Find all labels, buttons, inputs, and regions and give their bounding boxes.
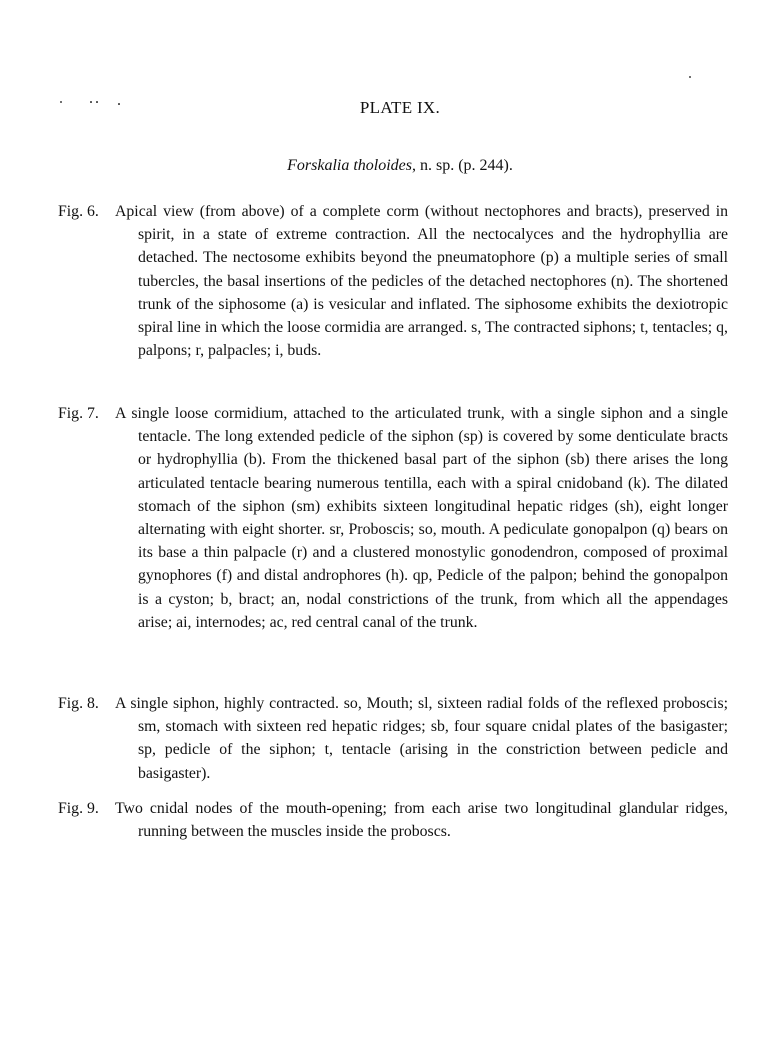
plate-subtitle: [12, 157, 776, 175]
figure-caption-6: [58, 200, 728, 362]
figure-text: Two cnidal nodes of the mouth-opening; from each arise two longitudinal glandular ridges, running between the muscles inside the proboscs.: [115, 800, 728, 841]
figure-text: Apical view (from above) of a complete corm (without nectophores and bracts), preserved in spirit, in a state of extreme contraction. All the nectocalyces and the hydrophyllia are detached. The nectosome exhibits beyond the pneumatophore (p) a multiple series of small tubercles, the basal insertions of the pedicles of the detached nectophores (n). The shortened trunk of the siphosome (a) is vesicular and inflated. The siphosome exhibits the dexiotropic spiral line in which the loose cormidia are arranged. s, The contracted siphons; t, tentacles; q, palpons; r, palpacles; i, buds.: [115, 203, 728, 360]
figure-label: Fig. 6.: [58, 203, 99, 220]
plate-title: PLATE IX.: [359, 98, 441, 117]
figure-label: Fig. 9.: [58, 800, 99, 817]
species-suffix: , n. sp. (p. 244).: [412, 157, 513, 174]
figure-caption-7: [58, 402, 728, 634]
figure-text: A single siphon, highly contracted. so, Mouth; sl, sixteen radial folds of the reflexed proboscis; sm, stomach with sixteen red hepatic ridges; sb, four square cnidal plates of the basigaster; sp, pedicle of the siphon; t, tentacle (arising in the constriction between pedicle and basigaster).: [115, 695, 728, 782]
species-name: Forskalia tholoides: [287, 157, 412, 174]
figure-caption-9: [58, 797, 728, 843]
figure-label: Fig. 8.: [58, 695, 99, 712]
figure-caption-8: [58, 692, 728, 785]
figure-text: A single loose cormidium, attached to the articulated trunk, with a single siphon and a single tentacle. The long extended pedicle of the siphon (sp) is covered by some denticulate bracts or hydrophyllia (b). From the thickened basal part of the siphon (sb) there arises the long articulated tentacle bearing numerous tentilla, each with a spiral cnidoband (k). The dilated stomach of the siphon (sm) exhibits sixteen longitudinal hepatic ridges (sh), eight longer alternating with eight shorter. sr, Proboscis; so, mouth. A pediculate gonopalpon (q) bears on its base a thin palpacle (r) and a clustered monostylic gonodendron, composed of proximal gynophores (f) and distal androphores (h). qp, Pedicle of the palpon; behind the gonopalpon is a cyston; b, bract; an, nodal constrictions of the trunk, from which all the appendages arise; ai, internodes; ac, red central canal of the trunk.: [115, 405, 728, 631]
figure-label: Fig. 7.: [58, 405, 99, 422]
